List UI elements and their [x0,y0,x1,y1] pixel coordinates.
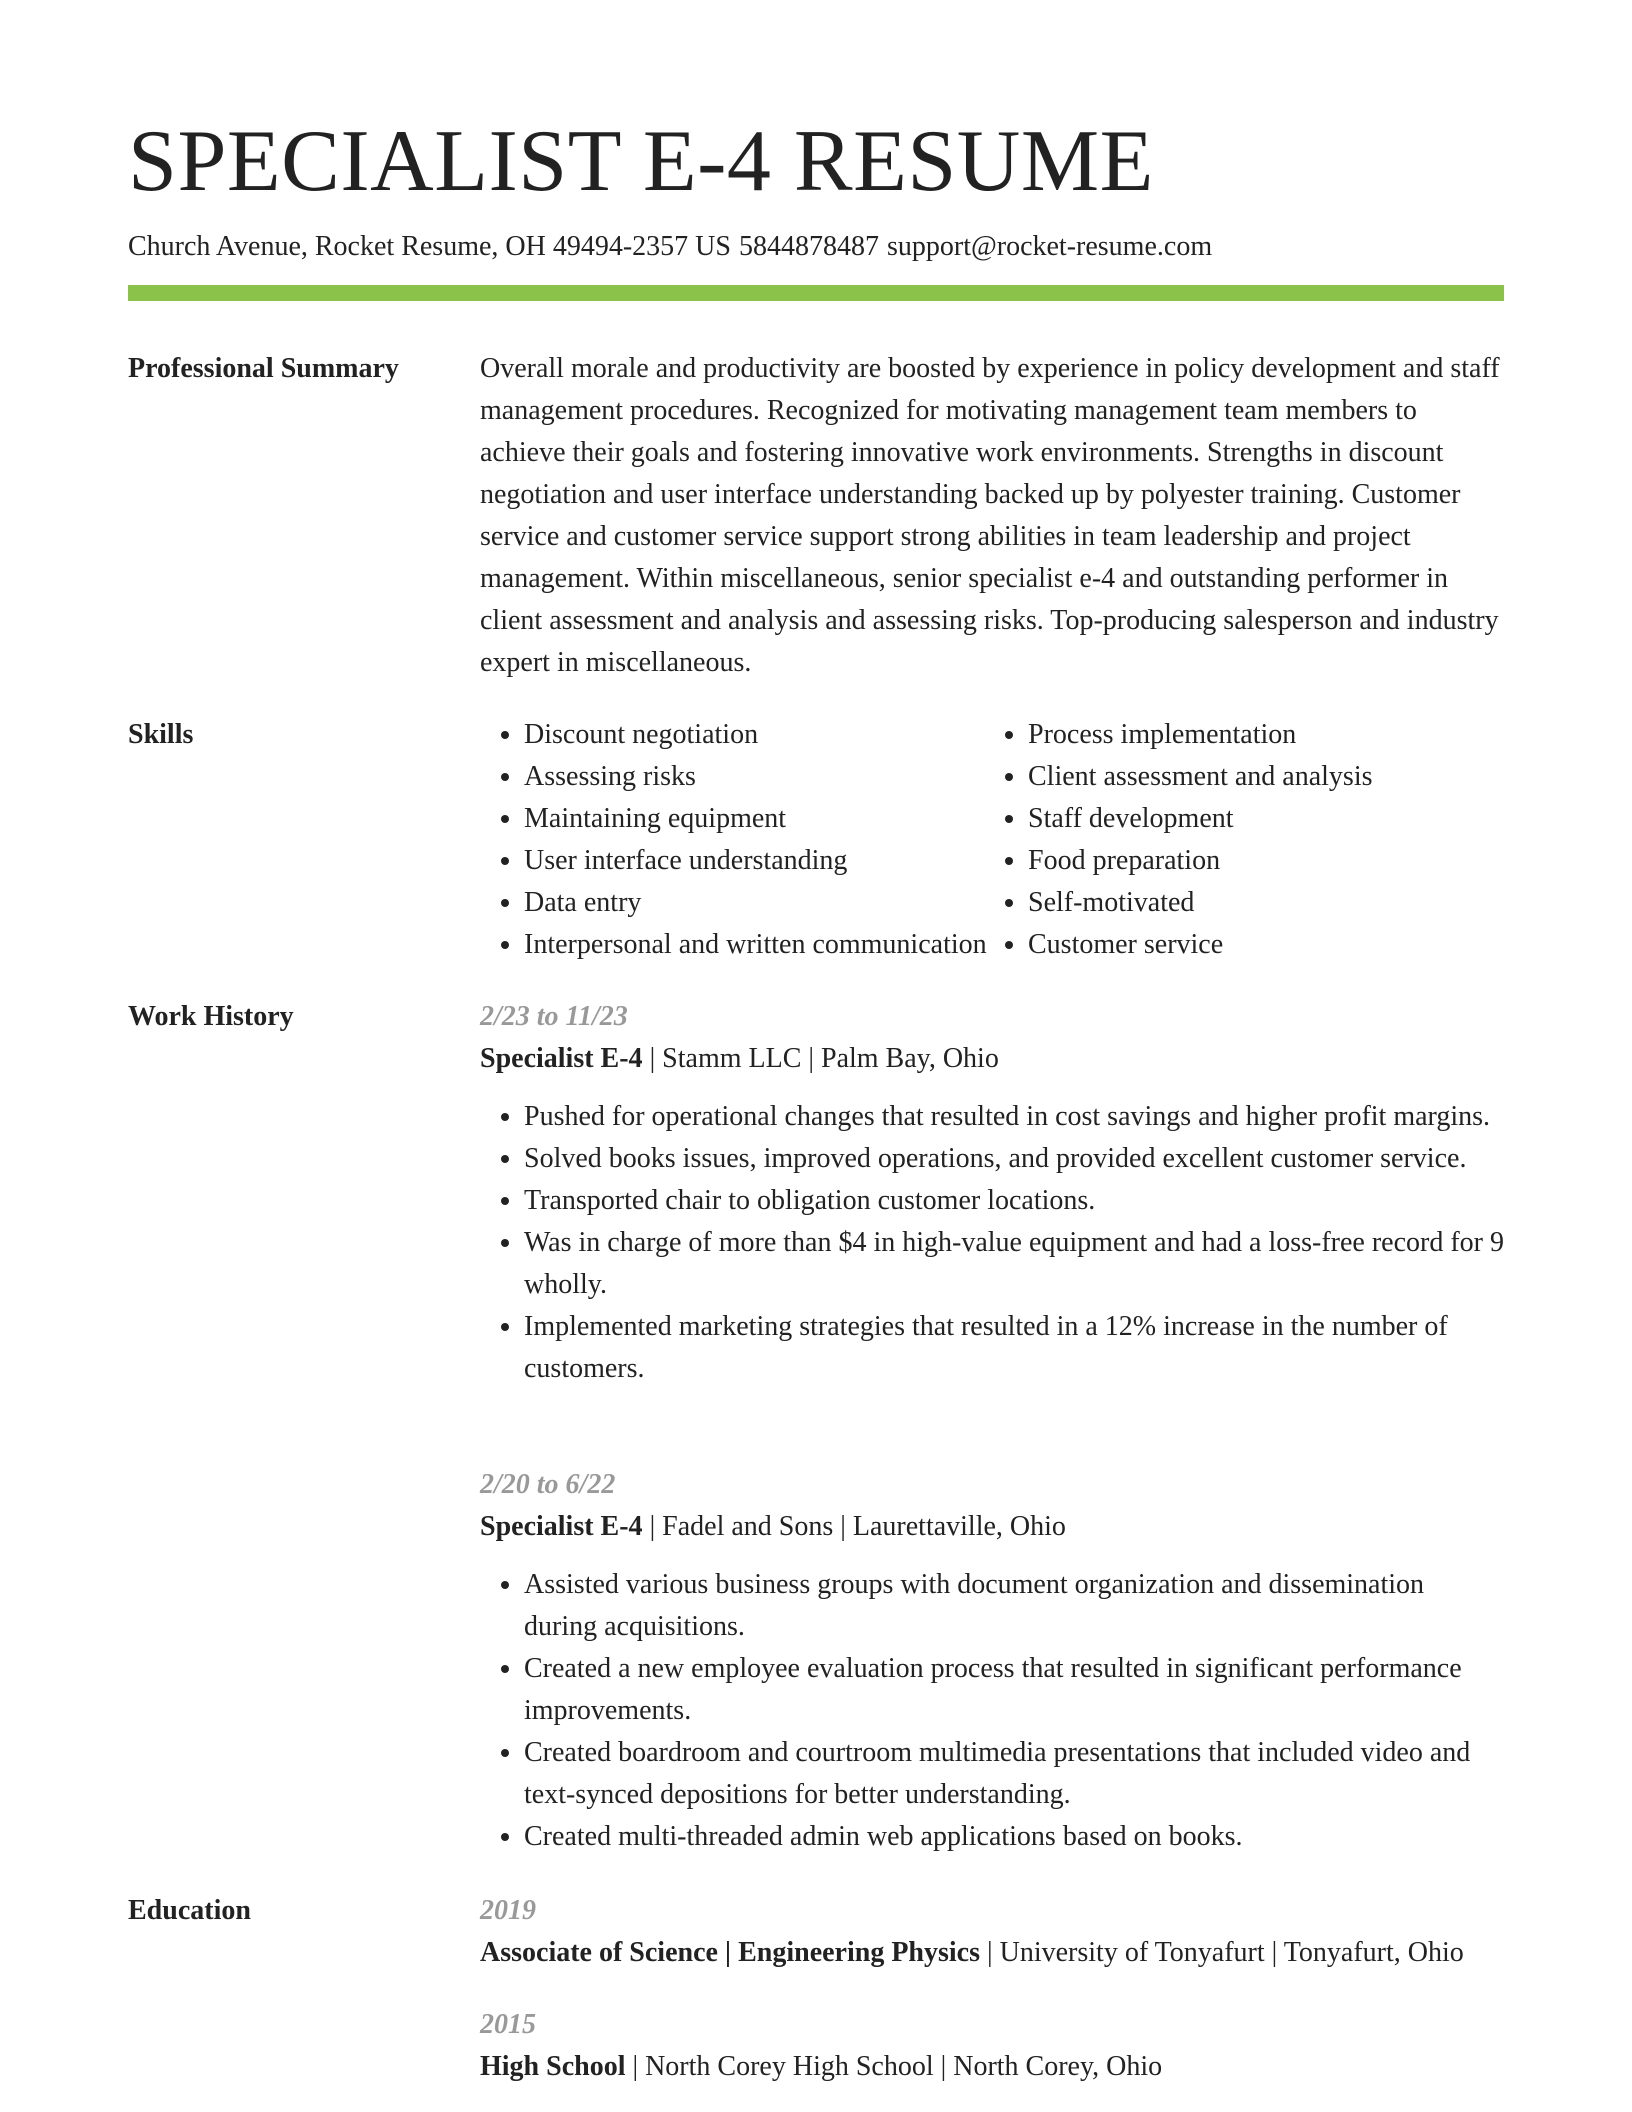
resume-title: SPECIALIST E-4 RESUME [128,113,1154,210]
skill-item: • Staff development [1028,798,1488,840]
skill-item: • Food preparation [1028,840,1488,882]
education-line [480,2046,1504,2088]
job-bullet: • Transported chair to obligation customer locations. [524,1180,1504,1222]
summary-text: Overall morale and productivity are boosted by experience in policy development and staff management procedures. Recognized for motivating management team members to achieve their goals and fostering innovative work environments. Strengths in discount negotiation and user interface understanding backed up by polyester training. Customer service and customer service support strong abilities in team leadership and project management. Within miscellaneous, senior specialist e-4 and outstanding performer in client assessment and analysis and assessing risks. Top-producing salesperson and industry expert in miscellaneous. [480,353,1500,678]
education-entry [480,2004,1504,2088]
job-bullet: • Solved books issues, improved operations, and provided excellent customer service. [524,1138,1504,1180]
job-title: Specialist E-4 [480,1043,643,1074]
job-bullets [480,1564,1504,1858]
job-bullet: • Created boardroom and courtroom multimedia presentations that included video and text-synced depositions for better understanding. [524,1732,1504,1816]
skill-item: • User interface understanding [524,840,984,882]
contact-email: support@rocket-resume.com [886,231,1213,262]
skill-item: • Interpersonal and written communication [524,924,984,966]
skills-column-right [984,714,1488,966]
job-dates: 2/20 to 6/22 [480,1469,616,1500]
education-heading: Education [128,1895,251,1926]
job-role-line [480,1038,1504,1080]
job-bullet: • Pushed for operational changes that resulted in cost savings and higher profit margins. [524,1096,1504,1138]
education-year: 2015 [480,2009,536,2040]
job-dates: 2/23 to 11/23 [480,1001,628,1032]
education-year: 2019 [480,1895,536,1926]
education-school-details: | North Corey High School | North Corey, Ohio [625,2051,1163,2082]
skill-item: • Customer service [1028,924,1488,966]
skill-item: • Self-motivated [1028,882,1488,924]
summary-section [480,348,1504,684]
education-degree: High School [480,2051,626,2082]
skills-section [480,714,1504,966]
job-entry [480,1464,1504,1858]
skills-heading: Skills [128,719,194,750]
job-role-line [480,1506,1504,1548]
contact-address: Church Avenue, Rocket Resume, OH 49494-2357 US [128,231,731,262]
job-bullet: • Implemented marketing strategies that resulted in a 12% increase in the number of customers. [524,1306,1504,1390]
job-employer-details: | Stamm LLC | Palm Bay, Ohio [642,1043,999,1074]
job-bullet: • Created a new employee evaluation process that resulted in significant performance improvements. [524,1648,1504,1732]
job-entry [480,996,1504,1390]
skill-item: • Client assessment and analysis [1028,756,1488,798]
job-bullets [480,1096,1504,1390]
education-school-details: | University of Tonyafurt | Tonyafurt, Ohio [980,1937,1464,1968]
job-bullet: • Assisted various business groups with document organization and dissemination during acquisitions. [524,1564,1504,1648]
work-history-heading: Work History [128,1001,294,1032]
job-title: Specialist E-4 [480,1511,643,1542]
education-line [480,1932,1504,1974]
header-accent-rule [128,285,1504,301]
contact-phone: 5844878487 [738,231,879,262]
job-bullet: • Created multi-threaded admin web applications based on books. [524,1816,1504,1858]
job-bullet: • Was in charge of more than $4 in high-value equipment and had a loss-free record for 9 wholly. [524,1222,1504,1306]
job-employer-details: | Fadel and Sons | Laurettaville, Ohio [642,1511,1066,1542]
contact-line [128,233,1212,261]
skill-item: • Data entry [524,882,984,924]
summary-heading: Professional Summary [128,353,399,384]
skill-item: • Discount negotiation [524,714,984,756]
skills-column-left [480,714,987,966]
skill-item: • Maintaining equipment [524,798,984,840]
education-degree: Associate of Science | Engineering Physics [480,1937,981,1968]
skill-item: • Process implementation [1028,714,1488,756]
education-entry [480,1890,1504,1974]
skill-item: • Assessing risks [524,756,984,798]
